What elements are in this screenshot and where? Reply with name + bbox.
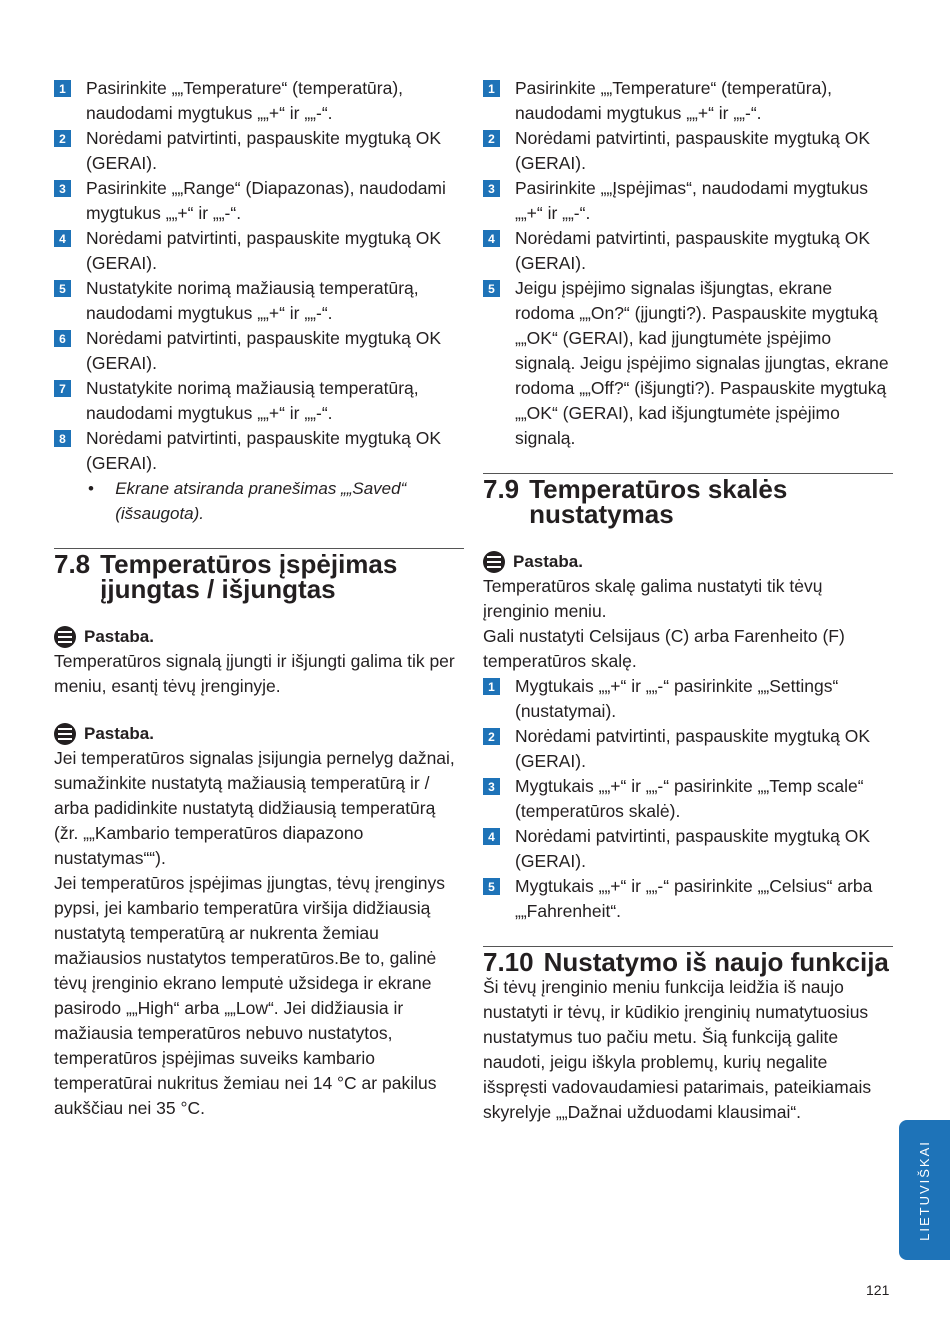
step-text: Pasirinkite „„Temperature“ (temperatūra), naudodami mygtukus „„+“ ir „„-“.	[515, 78, 833, 123]
step-item	[54, 376, 464, 426]
note-icon	[54, 723, 76, 745]
section-number: 7.8	[54, 549, 91, 579]
step-item	[483, 774, 893, 824]
note-heading	[54, 721, 464, 746]
step-number-badge: 2	[483, 728, 500, 745]
step-item	[483, 724, 893, 774]
step-text: Pasirinkite „„Range“ (Diapazonas), naudodami mygtukus „„+“ ir „„-“.	[86, 178, 446, 223]
step-number-badge: 1	[483, 678, 500, 695]
step-text: Norėdami patvirtinti, paspauskite mygtuką OK (GERAI).	[86, 428, 442, 473]
note-heading	[483, 549, 893, 574]
left-column	[54, 76, 464, 1121]
step-number-badge: 5	[483, 878, 500, 895]
step-text: Norėdami patvirtinti, paspauskite mygtuką OK (GERAI).	[86, 128, 442, 173]
step-item	[54, 76, 464, 126]
section-heading	[483, 474, 893, 529]
section-number: 7.10	[483, 947, 534, 977]
section-number: 7.9	[483, 474, 520, 504]
section-7-8	[54, 548, 464, 1121]
step-text: Norėdami patvirtinti, paspauskite mygtuką OK (GERAI).	[515, 228, 871, 273]
step-text: Jeigu įspėjimo signalas išjungtas, ekrane rodoma „„On?“ (įjungti?). Paspauskite mygtuką „„OK“ (GERAI), kad įjungtumėte įspėjimo signalą. Jeigu įspėjimo signalas įjungtas, ekrane rodoma „„Off?“ (išjungti?). Paspauskite mygtuką „„OK“ (GERAI), kad išjungtumėte įspėjimo signalą.	[515, 278, 889, 448]
step-number-badge: 4	[483, 230, 500, 247]
note-label: Pastaba.	[84, 724, 154, 743]
step-number-badge: 2	[54, 130, 71, 147]
step-text: Mygtukais „„+“ ir „„-“ pasirinkite „„Settings“ (nustatymai).	[515, 676, 839, 721]
step-item	[54, 426, 464, 476]
result-bullet	[54, 476, 464, 526]
step-item	[483, 126, 893, 176]
step-number-badge: 3	[483, 778, 500, 795]
step-text: Norėdami patvirtinti, paspauskite mygtuką OK (GERAI).	[86, 228, 442, 273]
step-number-badge: 3	[483, 180, 500, 197]
step-text: Nustatykite norimą mažiausią temperatūrą, naudodami mygtukus „„+“ ir „„-“.	[86, 278, 419, 323]
paragraph: Jei temperatūros įspėjimas įjungtas, tėvų įrenginys pypsi, jei kambario temperatūra viršija didžiausią nustatytą temperatūrą ar nukrenta žemiau mažiausios nustatytos temperatūros.Be to, galinė tėvų įrenginio ekrano lemputė užsidega ir ekrane pasirodo „„High“ arba „„Low“. Jei didžiausia ir mažiausia temperatūros nebuvo nustatytos, temperatūros įspėjimas suveiks kambario temperatūrai nukritus žemiau nei 14 °C ar pakilus aukščiau nei 35 °C.	[54, 873, 446, 1118]
step-item	[483, 226, 893, 276]
bullet-dot: •	[88, 479, 94, 498]
step-item	[54, 226, 464, 276]
paragraph: Ši tėvų įrenginio meniu funkcija leidžia iš naujo nustatyti ir tėvų, ir kūdikio įrenginių numatytuosius nustatymus tuo pačiu metu. Šią funkciją galite naudoti, jeigu iškyla problemų, kurių negalite išspręsti vadovaudamiesi patarimais, pateikiamais skyrelyje „„Dažnai užduodami klausimai“.	[483, 977, 872, 1122]
language-side-tab	[899, 1120, 950, 1260]
step-text: Norėdami patvirtinti, paspauskite mygtuką OK (GERAI).	[515, 726, 871, 771]
step-number-badge: 2	[483, 130, 500, 147]
step-item	[483, 176, 893, 226]
section-heading	[483, 947, 893, 977]
step-item	[54, 276, 464, 326]
step-text: Nustatykite norimą mažiausią temperatūrą, naudodami mygtukus „„+“ ir „„-“.	[86, 378, 419, 423]
section-title: Temperatūros skalės nustatymas	[529, 474, 788, 529]
page-number: 121	[866, 1282, 890, 1298]
note-icon	[54, 626, 76, 648]
temperature-range-steps	[54, 76, 464, 526]
step-number-badge: 5	[54, 280, 71, 297]
step-number-badge: 8	[54, 430, 71, 447]
note-label: Pastaba.	[84, 627, 154, 646]
step-item	[54, 126, 464, 176]
section-title: Temperatūros įspėjimas įjungtas / išjungtas	[100, 549, 398, 604]
right-column	[483, 76, 893, 1125]
step-number-badge: 6	[54, 330, 71, 347]
step-number-badge: 4	[483, 828, 500, 845]
bullet-text: Ekrane atsiranda pranešimas „„Saved“ (išsaugota).	[115, 479, 407, 523]
step-text: Norėdami patvirtinti, paspauskite mygtuką OK (GERAI).	[86, 328, 442, 373]
step-text: Pasirinkite „„Įspėjimas“, naudodami mygtukus „„+“ ir „„-“.	[515, 178, 869, 223]
step-item	[483, 824, 893, 874]
step-number-badge: 4	[54, 230, 71, 247]
section-title: Nustatymo iš naujo funkcija	[543, 947, 889, 977]
note-text: Temperatūros signalą įjungti ir išjungti galima tik per meniu, esantį tėvų įrenginyje.	[54, 651, 455, 696]
section-7-10	[483, 946, 893, 1125]
step-item	[54, 326, 464, 376]
note-text: Gali nustatyti Celsijaus (C) arba Farenheito (F) temperatūros skalę.	[483, 626, 845, 671]
step-number-badge: 1	[54, 80, 71, 97]
step-item	[483, 276, 893, 451]
section-heading	[54, 549, 464, 604]
step-text: Norėdami patvirtinti, paspauskite mygtuką OK (GERAI).	[515, 826, 871, 871]
step-item	[54, 176, 464, 226]
note-icon	[483, 551, 505, 573]
step-text: Mygtukais „„+“ ir „„-“ pasirinkite „„Temp scale“ (temperatūros skalė).	[515, 776, 864, 821]
note-heading	[54, 624, 464, 649]
section-7-9	[483, 473, 893, 924]
step-item	[483, 874, 893, 924]
step-text: Pasirinkite „„Temperature“ (temperatūra), naudodami mygtukus „„+“ ir „„-“.	[86, 78, 404, 123]
step-text: Mygtukais „„+“ ir „„-“ pasirinkite „„Celsius“ arba „„Fahrenheit“.	[515, 876, 873, 921]
step-item	[483, 76, 893, 126]
note-label: Pastaba.	[513, 552, 583, 571]
step-item	[483, 674, 893, 724]
note-text: Jei temperatūros signalas įsijungia pernelyg dažnai, sumažinkite nustatytą mažiausią temperatūrą ir / arba padidinkite nustatytą didžiausią temperatūrą (žr. „„Kambario temperatūros diapazono nustatymas““).	[54, 748, 455, 868]
note-text: Temperatūros skalę galima nustatyti tik tėvų įrenginio meniu.	[483, 576, 823, 621]
temperature-alert-steps	[483, 76, 893, 451]
step-text: Norėdami patvirtinti, paspauskite mygtuką OK (GERAI).	[515, 128, 871, 173]
language-label: LIETUVIŠKAI	[917, 1139, 932, 1241]
step-number-badge: 1	[483, 80, 500, 97]
step-number-badge: 7	[54, 380, 71, 397]
step-number-badge: 3	[54, 180, 71, 197]
step-number-badge: 5	[483, 280, 500, 297]
